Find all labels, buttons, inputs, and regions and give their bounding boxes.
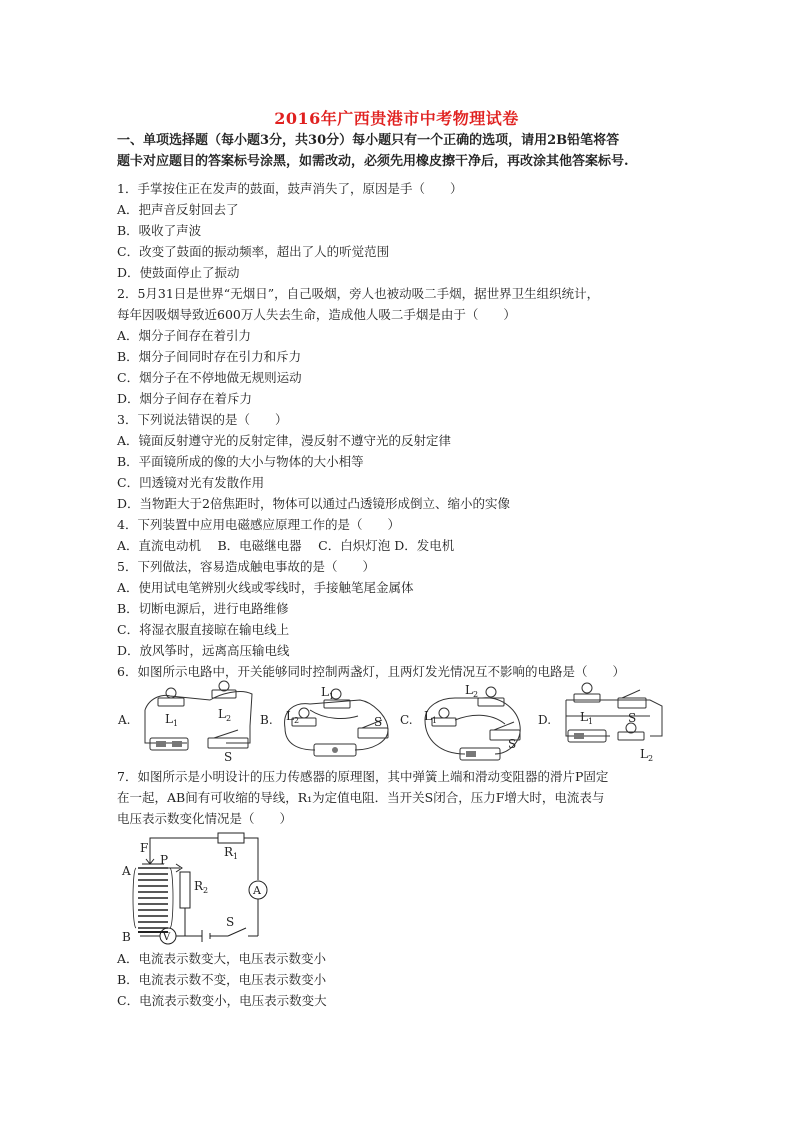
switch-label: S: [226, 915, 235, 929]
point-a-label: A: [122, 864, 131, 878]
q2-stem-line-1: 2．5月31日是世界“无烟日”，自己吸烟，旁人也被动吸二手烟，据世界卫生组织统计，: [117, 286, 600, 301]
q6-d-switch-label: S: [628, 711, 637, 725]
q6-option-d-label: D.: [538, 713, 552, 727]
battery-icon: [150, 738, 188, 750]
q1-option-c: C．改变了鼓面的振动频率，超出了人的听觉范围: [117, 244, 390, 259]
q5-option-d: D．放风筝时，远离高压输电线: [117, 643, 290, 658]
q6-option-b-label: B.: [260, 713, 273, 727]
q6-option-a-label: A.: [118, 713, 131, 727]
q6-c-l1-label: [424, 709, 437, 725]
r2-label: [194, 879, 208, 895]
r1-subscript: 1: [233, 852, 239, 861]
l2-subscript: 2: [647, 754, 654, 763]
q1-option-b: B．吸收了声波: [117, 223, 202, 238]
lamp-l2-icon: [478, 687, 504, 706]
l1-letter: L: [424, 709, 432, 723]
l2-subscript: 2: [225, 714, 232, 723]
q6-d-l2-label: [640, 747, 653, 763]
q1-option-d: D．使鼓面停止了振动: [117, 265, 240, 280]
q6-b-switch-label: S: [374, 715, 383, 729]
voltmeter-label: V: [163, 932, 171, 943]
section-instruction-line-2: 题卡对应题目的答案标号涂黑，如需改动，必须先用橡皮擦干净后，再改涂其他答案标号.: [117, 154, 629, 169]
r2-subscript: 2: [203, 886, 209, 895]
spring-icon: [133, 864, 173, 932]
q7-pressure-sensor-circuit: [114, 828, 274, 948]
q3-stem: 3．下列说法错误的是（ ）: [117, 412, 288, 427]
q4-stem: 4．下列装置中应用电磁感应原理工作的是（ ）: [117, 517, 400, 532]
q6-a-l2-label: [218, 707, 231, 723]
lamp-l1-icon: [574, 683, 600, 702]
q6-option-c-label: C.: [400, 713, 413, 727]
q6-stem: 6．如图所示电路中，开关能够同时控制两盏灯，且两灯发光情况互不影响的电路是（ ）: [117, 664, 625, 679]
q1-option-a: A．把声音反射回去了: [117, 202, 239, 217]
q3-option-d: D．当物距大于2倍焦距时，物体可以通过凸透镜形成倒立、缩小的实像: [117, 496, 510, 511]
q5-option-c: C．将湿衣服直接晾在输电线上: [117, 622, 290, 637]
l2-letter: L: [286, 709, 294, 723]
resistor-r1-icon: [218, 833, 244, 843]
l1-letter: L: [321, 685, 329, 699]
page-title: 2016年广西贵港市中考物理试卷: [274, 109, 519, 128]
q5-option-a: A．使用试电笔辨别火线或零线时，手接触笔尾金属体: [117, 580, 414, 595]
point-b-label: B: [122, 930, 131, 944]
l2-subscript: 2: [293, 716, 300, 725]
r1-label: [224, 845, 238, 861]
l2-subscript: 2: [472, 690, 479, 699]
rheostat-r2-icon: [180, 872, 190, 908]
slider-p-label: P: [160, 853, 169, 867]
q6-circuit-options-figure: [110, 680, 690, 765]
q2-option-c: C．烟分子在不停地做无规则运动: [117, 370, 302, 385]
switch-icon: [228, 928, 246, 936]
q7-option-b: B．电流表示数不变，电压表示数变小: [117, 972, 327, 987]
ammeter-label: A: [253, 884, 261, 897]
l1-subscript: 1: [431, 716, 438, 725]
q6-a-switch-label: S: [224, 750, 233, 764]
l2-letter: L: [218, 707, 226, 721]
q4-options: A．直流电动机 B．电磁继电器 C．白炽灯泡 D．发电机: [117, 538, 455, 553]
q1-stem: 1．手掌按住正在发声的鼓面，鼓声消失了，原因是手（ ）: [117, 181, 463, 196]
l1-subscript: 1: [328, 692, 335, 701]
lamp-l2-icon: [212, 681, 236, 698]
q6-b-l1-label: [321, 685, 334, 701]
q2-stem-line-2: 每年因吸烟导致近600万人失去生命，造成他人吸二手烟是由于（ ）: [117, 307, 516, 322]
l1-letter: L: [165, 712, 173, 726]
q7-option-a: A．电流表示数变大，电压表示数变小: [117, 951, 327, 966]
l1-subscript: 1: [587, 717, 594, 726]
r1-letter: R: [224, 845, 234, 859]
q5-option-b: B．切断电源后，进行电路维修: [117, 601, 289, 616]
l2-letter: L: [640, 747, 648, 761]
q6-c-switch-label: S: [508, 737, 517, 751]
force-label: F: [140, 841, 149, 855]
q7-stem-line-1: 7．如图所示是小明设计的压力传感器的原理图，其中弹簧上端和滑动变阻器的滑片P固定: [117, 769, 609, 784]
q5-stem: 5．下列做法，容易造成触电事故的是（ ）: [117, 559, 375, 574]
l1-letter: L: [580, 710, 588, 724]
switch-icon: [208, 730, 248, 748]
q7-option-c: C．电流表示数变小，电压表示数变大: [117, 993, 327, 1008]
q6-d-l1-label: [580, 710, 593, 726]
q3-option-c: C．凹透镜对光有发散作用: [117, 475, 265, 490]
q3-option-b: B．平面镜所成的像的大小与物体的大小相等: [117, 454, 364, 469]
l2-letter: L: [465, 683, 473, 697]
q2-option-a: A．烟分子间存在着引力: [117, 328, 252, 343]
q6-a-l1-label: [165, 712, 178, 728]
lamp-l2-icon: [618, 723, 644, 740]
switch-icon: [358, 720, 388, 738]
q2-option-d: D．烟分子间存在着斥力: [117, 391, 253, 406]
section-instruction-line-1: 一、单项选择题（每小题3分，共30分）每小题只有一个正确的选项，请用2B铅笔将答: [117, 133, 620, 148]
q6-b-l2-label: [286, 709, 299, 725]
l1-subscript: 1: [172, 719, 179, 728]
q7-stem-line-3: 电压表示数变化情况是（ ）: [117, 811, 293, 826]
r2-letter: R: [194, 879, 204, 893]
q6-circuit-a: [145, 681, 252, 750]
q6-circuit-b: [285, 689, 388, 756]
q7-stem-line-2: 在一起，AB间有可收缩的导线，R₁为定值电阻．当开关S闭合，压力F增大时，电流表与: [117, 790, 605, 805]
q3-option-a: A．镜面反射遵守光的反射定律，漫反射不遵守光的反射定律: [117, 433, 452, 448]
q6-c-l2-label: [465, 683, 478, 699]
switch-icon: [618, 690, 646, 708]
q2-option-b: B．烟分子间同时存在引力和斥力: [117, 349, 302, 364]
